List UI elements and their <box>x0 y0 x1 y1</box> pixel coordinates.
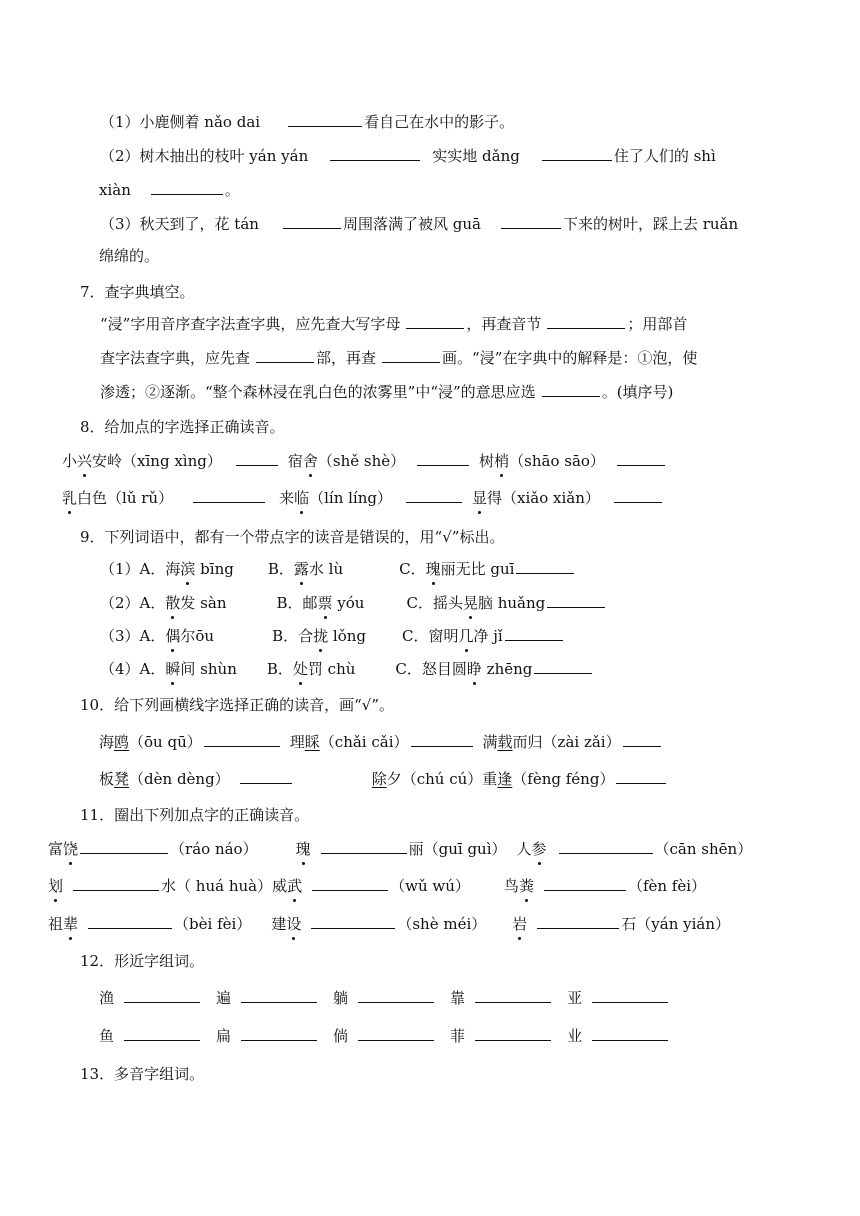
answer-blank[interactable] <box>321 838 407 854</box>
q7-line-2 <box>100 347 697 369</box>
answer-blank[interactable] <box>542 381 600 397</box>
q9-option-b[interactable]: B．露水 lù <box>267 560 344 578</box>
q9-title: 9．下列词语中，都有一个带点字的读音是错误的，用“√”标出。 <box>80 528 505 546</box>
q9-option-c[interactable]: C．瑰丽无比 guī <box>399 560 515 578</box>
q6-2-period: 。 <box>224 181 240 199</box>
answer-blank[interactable] <box>537 913 619 929</box>
dotted-char: 票 <box>317 594 333 612</box>
q12-row-1 <box>99 987 670 1009</box>
q8-row-2 <box>62 487 664 509</box>
answer-blank[interactable] <box>534 658 592 674</box>
q9-option-a[interactable]: A．海滨 bīng <box>139 560 234 578</box>
q11-title: 11．圈出下列加点字的正确读音。 <box>80 806 310 824</box>
q6-2-text: （2）树木抽出的枝叶 yán yán <box>100 147 309 165</box>
answer-blank[interactable] <box>151 179 223 195</box>
q9-option-c[interactable]: C．摇头晃脑 huǎng <box>406 594 546 612</box>
answer-blank[interactable] <box>241 1025 317 1041</box>
q9-row-3: （3）A．偶尔ōu B．合拢 lǒng C．窗明几净 jǐ <box>100 625 565 647</box>
q10-item: 海鸥（ōu qū） <box>99 733 202 751</box>
dotted-char: 舍 <box>302 452 318 470</box>
underlined-char: 除 <box>371 770 387 788</box>
answer-blank[interactable] <box>501 213 561 229</box>
answer-blank[interactable] <box>312 875 388 891</box>
q6-1-text: （1）小鹿侧着 nǎo dai <box>100 113 261 131</box>
q9-option-b[interactable]: B．邮票 yóu <box>276 594 365 612</box>
answer-blank[interactable] <box>311 913 395 929</box>
q8-item: 小兴安岭（xīng xìng） <box>62 452 222 470</box>
dotted-char: 偶 <box>165 627 181 645</box>
answer-blank[interactable] <box>406 313 464 329</box>
answer-blank[interactable] <box>193 487 265 503</box>
q9-option-c[interactable]: C．怒目圆睁 zhēng <box>395 660 533 678</box>
answer-blank[interactable] <box>204 731 280 747</box>
q7-line-3 <box>100 381 673 403</box>
answer-blank[interactable] <box>236 450 278 466</box>
q7-text-mid: ，再查音节 <box>466 315 542 333</box>
dotted-char: 兴 <box>77 452 93 470</box>
underlined-char: 睬 <box>304 733 320 751</box>
q7-text-2: 查字法查字典，应先查 <box>100 349 251 367</box>
answer-blank[interactable] <box>283 213 341 229</box>
dotted-char: 设 <box>286 915 302 933</box>
q11-row-1: 富饶 （ráo náo） 瑰 丽（guī guì） 人参 （cān shēn） <box>48 840 753 858</box>
char: 渔 <box>99 989 115 1007</box>
answer-blank[interactable] <box>623 731 661 747</box>
char: 遍 <box>216 989 232 1007</box>
answer-blank[interactable] <box>358 987 434 1003</box>
q10-row-2 <box>99 768 668 790</box>
q6-line-2 <box>100 145 716 167</box>
q7-line-1 <box>100 313 687 335</box>
q10-item: 重逢（fèng féng） <box>482 770 615 788</box>
answer-blank[interactable] <box>124 987 200 1003</box>
char: 鱼 <box>99 1027 115 1045</box>
char: 倘 <box>333 1027 349 1045</box>
q7-text: “浸”字用音序查字法查字典，应先查大写字母 <box>100 315 401 333</box>
answer-blank[interactable] <box>411 731 473 747</box>
answer-blank[interactable] <box>544 875 626 891</box>
answer-blank[interactable] <box>330 145 420 161</box>
q11-row-3: 祖辈 （bèi fèi） 建设 （shè méi） 岩 石（yán yián） <box>48 915 731 933</box>
q11-row-2: 划 水（ huá huà）威武 （wǔ wú） 鸟粪 （fèn fèi） <box>48 877 707 895</box>
answer-blank[interactable] <box>80 838 168 854</box>
q6-3-text: （3）秋天到了，花 tán <box>100 215 259 233</box>
answer-blank[interactable] <box>559 838 653 854</box>
char: 亚 <box>567 989 583 1007</box>
dotted-char: 瑰 <box>425 560 441 578</box>
underlined-char: 鸥 <box>114 733 130 751</box>
answer-blank[interactable] <box>288 111 362 127</box>
dotted-char: 武 <box>287 877 303 895</box>
answer-blank[interactable] <box>241 987 317 1003</box>
answer-blank[interactable] <box>475 1025 551 1041</box>
q8-item: 乳白色（lǔ rǔ） <box>62 489 174 507</box>
q7-title: 7．查字典填空。 <box>80 283 195 301</box>
dotted-char: 散 <box>165 594 181 612</box>
dotted-char: 处 <box>292 660 308 678</box>
q10-item: 满载而归（zài zǎi） <box>482 733 621 751</box>
answer-blank[interactable] <box>614 487 662 503</box>
q8-row-1 <box>62 450 667 472</box>
answer-blank[interactable] <box>358 1025 434 1041</box>
q13-title: 13．多音字组词。 <box>80 1065 205 1083</box>
answer-blank[interactable] <box>592 1025 668 1041</box>
dotted-char: 乳 <box>62 489 78 507</box>
q7-text-2-mid: 部，再查 <box>316 349 377 367</box>
dotted-char: 临 <box>294 489 310 507</box>
dotted-char: 辈 <box>63 915 79 933</box>
q9-option-a[interactable]: A．散发 sàn <box>139 594 227 612</box>
q9-option-a[interactable]: A．偶尔ōu <box>139 627 215 645</box>
dotted-char: 岩 <box>512 915 528 933</box>
char: 菲 <box>450 1027 466 1045</box>
q8-item: 来临（lín líng） <box>279 489 392 507</box>
q12-title: 12．形近字组词。 <box>80 952 205 970</box>
q9-option-c[interactable]: C．窗明几净 jǐ <box>402 627 503 645</box>
q8-item: 显得（xiǎo xiǎn） <box>472 489 600 507</box>
dotted-char: 梢 <box>494 452 510 470</box>
underlined-char: 载 <box>497 733 513 751</box>
answer-blank[interactable] <box>547 313 625 329</box>
dotted-char: 露 <box>293 560 309 578</box>
q6-3-text-end: 下来的树叶，踩上去 ruǎn <box>562 215 739 233</box>
char: 躺 <box>333 989 349 1007</box>
underlined-char: 凳 <box>114 770 130 788</box>
dotted-char: 睁 <box>466 660 482 678</box>
q6-2-text-mid: 实实地 dǎng <box>432 147 520 165</box>
q10-item: 理睬（chǎi cǎi） <box>289 733 409 751</box>
q7-text-3-end: 。(填序号) <box>601 383 674 401</box>
dotted-char: 粪 <box>518 877 534 895</box>
answer-blank[interactable] <box>617 450 665 466</box>
dotted-char: 瞬 <box>165 660 181 678</box>
char: 靠 <box>450 989 466 1007</box>
q7-text-3: 渗透；②逐渐。“整个森林浸在乳白色的浓雾里”中“浸”的意思应选 <box>100 383 536 401</box>
q8-title: 8．给加点的字选择正确读音。 <box>80 418 285 436</box>
q10-item: 除夕（chú cú） <box>371 770 483 788</box>
q6-2-text-end: 住了人们的 shì <box>613 147 716 165</box>
answer-blank[interactable] <box>547 592 605 608</box>
answer-blank[interactable] <box>592 987 668 1003</box>
char: 扁 <box>216 1027 232 1045</box>
answer-blank[interactable] <box>256 347 314 363</box>
underlined-char: 逢 <box>497 770 513 788</box>
q6-line-5 <box>99 245 159 267</box>
answer-blank[interactable] <box>542 145 612 161</box>
dotted-char: 划 <box>48 877 64 895</box>
dotted-char: 显 <box>472 489 488 507</box>
answer-blank[interactable] <box>417 450 469 466</box>
dotted-char: 瑰 <box>295 840 311 858</box>
q10-title: 10．给下列画横线字选择正确的读音，画“√”。 <box>80 696 394 714</box>
dotted-char: 拢 <box>313 627 329 645</box>
dotted-char: 几 <box>458 627 474 645</box>
q6-line-4 <box>100 213 738 235</box>
q7-text-2-end: 画。“浸”在字典中的解释是：①泡，使 <box>442 349 698 367</box>
dotted-char: 参 <box>531 840 547 858</box>
q6-2-text-wrap: xiàn <box>99 181 131 199</box>
answer-blank[interactable] <box>124 1025 200 1041</box>
dotted-char: 晃 <box>462 594 478 612</box>
dotted-char: 滨 <box>180 560 196 578</box>
q9-option-b[interactable]: B．处罚 chù <box>266 660 356 678</box>
answer-blank[interactable] <box>73 875 159 891</box>
q6-line-3 <box>99 179 240 201</box>
answer-blank[interactable] <box>616 768 666 784</box>
q8-item: 树梢（shāo sāo） <box>479 452 605 470</box>
q6-1-text-end: 看自己在水中的影子。 <box>364 113 515 131</box>
q10-item: 板凳（dèn dèng） <box>99 770 230 788</box>
q6-3-text-wrap: 绵绵的。 <box>99 247 160 265</box>
answer-blank[interactable] <box>240 768 292 784</box>
answer-blank[interactable] <box>88 913 172 929</box>
answer-blank[interactable] <box>406 487 462 503</box>
answer-blank[interactable] <box>475 987 551 1003</box>
q8-item: 宿舍（shě shè） <box>287 452 406 470</box>
q7-text-end: ；用部首 <box>627 315 688 333</box>
dotted-char: 饶 <box>63 840 79 858</box>
q9-row-2: （2）A．散发 sàn B．邮票 yóu C．摇头晃脑 huǎng <box>100 592 607 614</box>
q6-line-1 <box>100 111 514 133</box>
q10-row-1 <box>99 731 663 753</box>
q9-option-a[interactable]: A．瞬间 shùn <box>139 660 237 678</box>
q9-row-1: （1）A．海滨 bīng B．露水 lù C．瑰丽无比 guī <box>100 558 576 580</box>
answer-blank[interactable] <box>382 347 440 363</box>
answer-blank[interactable] <box>516 558 574 574</box>
q12-row-2 <box>99 1025 670 1047</box>
q9-option-b[interactable]: B．合拢 lǒng <box>272 627 367 645</box>
char: 业 <box>567 1027 583 1045</box>
q9-row-4: （4）A．瞬间 shùn B．处罚 chù C．怒目圆睁 zhēng <box>100 658 594 680</box>
answer-blank[interactable] <box>505 625 563 641</box>
q6-3-text-mid: 周围落满了被风 guā <box>342 215 481 233</box>
